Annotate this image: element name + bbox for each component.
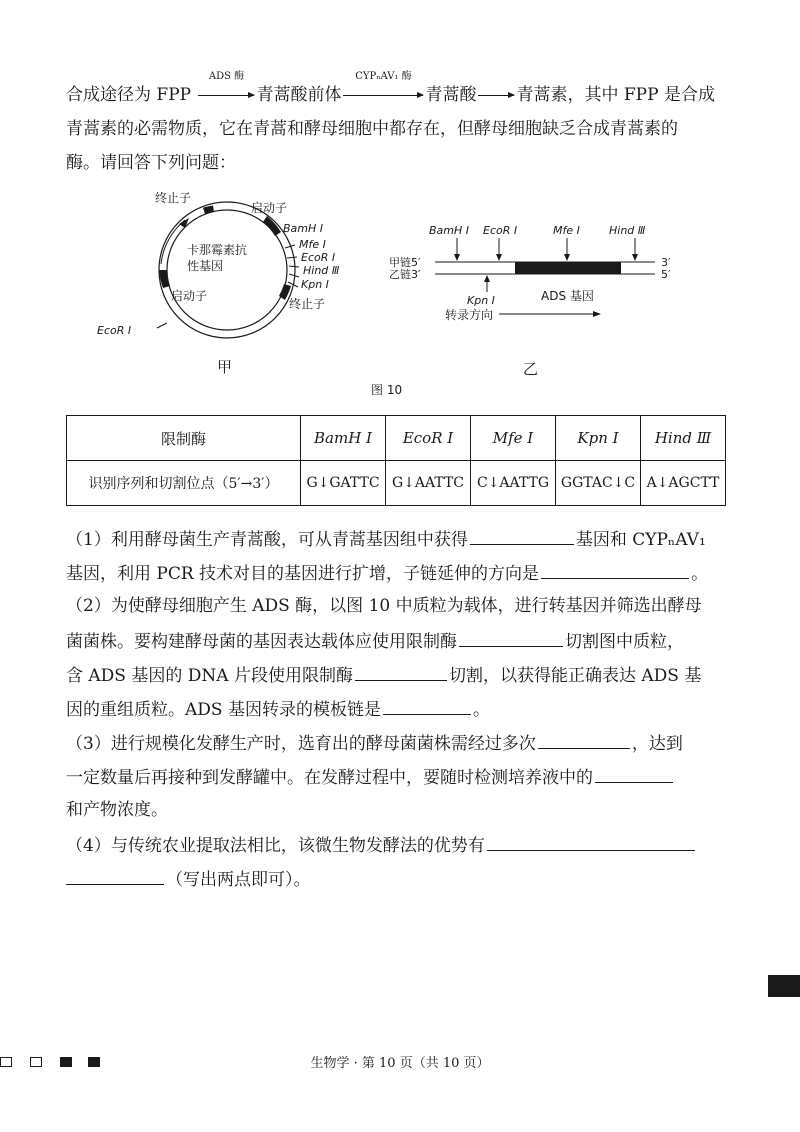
question-3-line-3: 和产物浓度。 xyxy=(66,800,168,820)
q1-text-a: （1）利用酵母菌生产青蒿酸，可从青蒿基因组中获得 xyxy=(66,530,468,550)
label-promoter-top: 启动子 xyxy=(251,201,288,215)
question-2-line-1: （2）为使酵母细胞产生 ADS 酶，以图 10 中质粒为载体，进行转基因并筛选出酵母 xyxy=(66,596,702,616)
footer-page-number: 生物学 · 第 10 页（共 10 页） xyxy=(310,1056,490,1071)
label-strand-b: 乙链3′ xyxy=(389,268,421,281)
table-header-cell: Mfe Ⅰ xyxy=(471,416,556,461)
table-header-cell: Hind Ⅲ xyxy=(641,416,726,461)
dna-fragment-diagram xyxy=(389,224,671,378)
label-kpni-fragment: Kpn Ⅰ xyxy=(467,294,495,307)
intro-line-3: 酶。请回答下列问题： xyxy=(66,153,236,173)
table-cell: C↓AATTG xyxy=(471,461,556,506)
intro-text-mid2: 青蒿酸 xyxy=(425,85,477,105)
intro-text-mid3: 青蒿素，其中 FPP 是合成 xyxy=(516,85,715,105)
label-kpni-plasmid: Kpn Ⅰ xyxy=(301,278,329,291)
figure-caption: 图 10 xyxy=(371,383,403,397)
label-terminator-top: 终止子 xyxy=(155,191,192,205)
label-bamhi-plasmid: BamH Ⅰ xyxy=(283,222,324,235)
answer-blank-q2-template-strand[interactable] xyxy=(383,696,471,715)
reaction-arrow-cyp xyxy=(343,71,423,107)
label-kana-gene-1: 卡那霉素抗 xyxy=(187,243,248,257)
table-header-cell: BamH Ⅰ xyxy=(301,416,386,461)
answer-blank-q4-advantage-2[interactable] xyxy=(66,866,164,885)
q2-text-f: 因的重组质粒。ADS 基因转录的模板链是 xyxy=(66,700,381,720)
plasmid-diagram xyxy=(97,191,340,376)
restriction-enzyme-table xyxy=(66,415,726,506)
q1-text-c: 基因，利用 PCR 技术对目的基因进行扩增，子链延伸的方向是 xyxy=(66,564,540,584)
question-3-line-2 xyxy=(66,764,726,790)
ads-gene-block xyxy=(515,262,621,274)
question-1-line-2 xyxy=(66,560,726,586)
question-2-line-4 xyxy=(66,696,726,722)
label-jia: 甲 xyxy=(217,358,233,376)
answer-blank-q4-advantage-1[interactable] xyxy=(487,832,695,851)
table-header-cell: 限制酶 xyxy=(67,416,301,461)
question-4-line-2 xyxy=(66,866,726,892)
intro-text-mid1: 青蒿酸前体 xyxy=(256,85,342,105)
q4-text-a: （4）与传统农业提取法相比，该微生物发酵法的优势有 xyxy=(66,836,485,856)
table-header-cell: EcoR Ⅰ xyxy=(386,416,471,461)
label-strand-a: 甲链5′ xyxy=(389,256,421,269)
terminator-block-top xyxy=(203,206,214,215)
reaction-arrow-ads xyxy=(198,71,254,107)
q2-text-d: 含 ADS 基因的 DNA 片段使用限制酶 xyxy=(66,666,353,686)
question-3-line-1 xyxy=(66,730,726,756)
intro-line-2: 青蒿素的必需物质，它在青蒿和酵母细胞中都存在，但酵母细胞缺乏合成青蒿素的 xyxy=(66,119,678,139)
q2-text-b: 菌菌株。要构建酵母菌的基因表达载体应使用限制酶 xyxy=(66,632,457,652)
label-yi: 乙 xyxy=(523,360,539,378)
page-footer xyxy=(0,1052,800,1071)
q2-text-e: 切割，以获得能正确表达 ADS 基 xyxy=(448,666,702,686)
intro-text-pre: 合成途径为 FPP xyxy=(66,85,197,105)
table-header-row xyxy=(67,416,726,461)
answer-blank-q1-gene[interactable] xyxy=(470,526,574,545)
arrow-label-cyp: CYPₙAV₁ 酶 xyxy=(355,71,412,82)
intro-line-1 xyxy=(66,71,726,107)
label-terminator-bottom: 终止子 xyxy=(289,297,326,311)
question-4-line-1 xyxy=(66,832,726,858)
answer-blank-q3-monitor[interactable] xyxy=(595,764,673,783)
label-hindiii-plasmid: Hind Ⅲ xyxy=(303,264,340,277)
table-cell: G↓GATTC xyxy=(301,461,386,506)
label-ecori-plasmid-right: EcoR Ⅰ xyxy=(301,251,336,264)
q3-text-c: 一定数量后再接种到发酵罐中。在发酵过程中，要随时检测培养液中的 xyxy=(66,768,593,788)
label-ads-gene: ADS 基因 xyxy=(541,289,594,303)
q3-text-b: ，达到 xyxy=(631,734,683,754)
label-ecori-plasmid-left: EcoR Ⅰ xyxy=(97,324,132,337)
page-edge-marker xyxy=(768,975,800,997)
label-kana-gene-2: 性基因 xyxy=(187,259,224,273)
q4-text-b: （写出两点即可）。 xyxy=(166,870,311,890)
label-hindiii-fragment: Hind Ⅲ xyxy=(609,224,646,237)
arrow-label-ads: ADS 酶 xyxy=(208,71,245,82)
q3-text-a: （3）进行规模化发酵生产时，选育出的酵母菌菌株需经过多次 xyxy=(66,734,536,754)
question-2-line-3 xyxy=(66,662,726,688)
label-bamhi-fragment: BamH Ⅰ xyxy=(429,224,470,237)
label-end-a: 3′ xyxy=(661,256,671,269)
q2-text-c: 切割图中质粒， xyxy=(565,632,684,652)
label-transcription-direction: 转录方向 xyxy=(445,308,494,322)
label-end-b: 5′ xyxy=(661,268,671,281)
answer-blank-q2-plasmid-enzyme[interactable] xyxy=(459,628,563,647)
label-mfei-fragment: Mfe Ⅰ xyxy=(553,224,580,237)
table-cell: 识别序列和切割位点（5′→3′） xyxy=(67,461,301,506)
question-2-line-2 xyxy=(66,628,726,654)
label-mfei-plasmid: Mfe Ⅰ xyxy=(299,238,326,251)
question-1-line-1 xyxy=(66,526,726,552)
answer-blank-q1-direction[interactable] xyxy=(541,560,689,579)
answer-blank-q2-fragment-enzyme[interactable] xyxy=(355,662,447,681)
table-cell: A↓AGCTT xyxy=(641,461,726,506)
figure-10 xyxy=(95,188,715,398)
label-promoter-left: 启动子 xyxy=(171,289,208,303)
q1-text-b: 基因和 CYPₙAV₁ xyxy=(575,530,706,550)
q1-text-d: 。 xyxy=(691,564,709,584)
q2-text-g: 。 xyxy=(472,700,490,720)
table-header-cell: Kpn Ⅰ xyxy=(556,416,641,461)
answer-blank-q3-culture[interactable] xyxy=(538,730,630,749)
table-cell: GGTAC↓C xyxy=(556,461,641,506)
label-ecori-fragment: EcoR Ⅰ xyxy=(483,224,518,237)
table-cell: G↓AATTC xyxy=(386,461,471,506)
reaction-arrow-plain xyxy=(478,83,514,107)
table-row xyxy=(67,461,726,506)
